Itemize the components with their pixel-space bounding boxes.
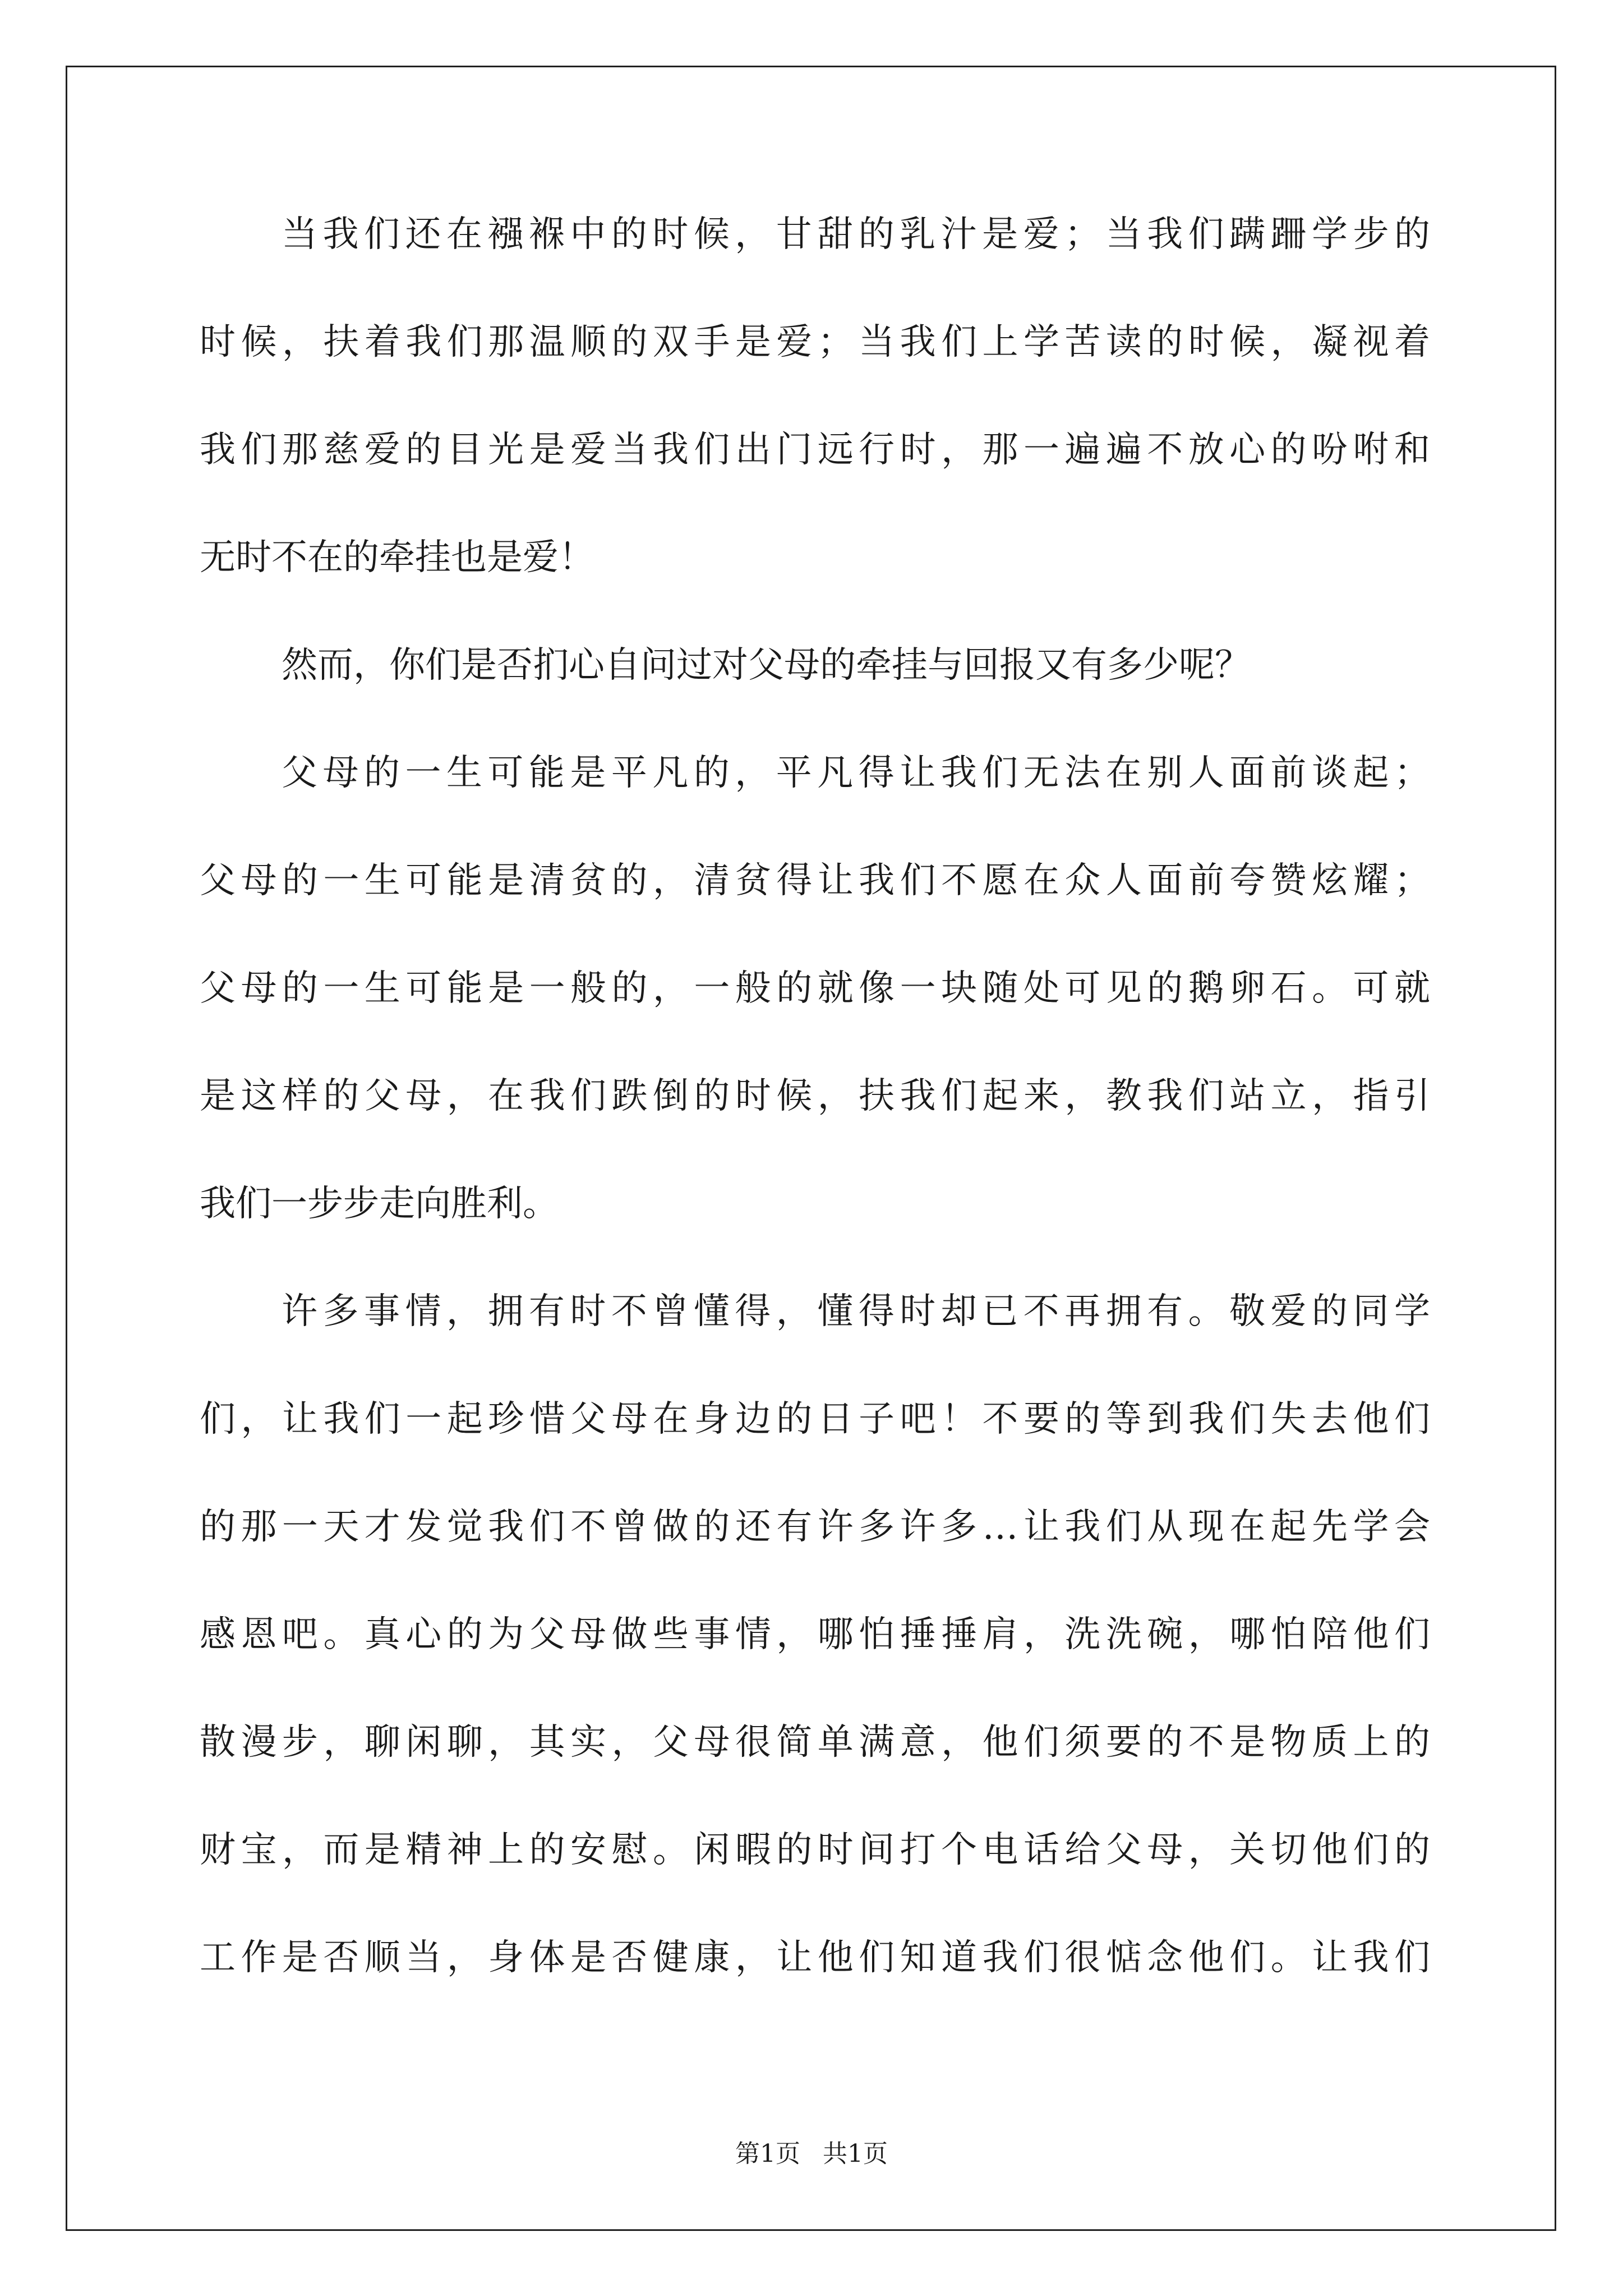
paragraph-3-line-4: 是这样的父母，在我们跌倒的时候，扶我们起来，教我们站立，指引 <box>200 1075 1430 1117</box>
paragraph-3-line-5: 我们一步步走向胜利。 <box>200 1183 559 1225</box>
page-total: 共1页 <box>823 2139 888 2168</box>
page-number: 第1页 <box>735 2139 800 2168</box>
paragraph-1-line-3: 我们那慈爱的目光是爱当我们出门远行时，那一遍遍不放心的吩咐和 <box>200 429 1430 471</box>
paragraph-4-line-7: 工作是否顺当，身体是否健康，让他们知道我们很惦念他们。让我们 <box>200 1937 1430 1978</box>
paragraph-4-line-6: 财宝，而是精神上的安慰。闲暇的时间打个电话给父母，关切他们的 <box>200 1829 1430 1871</box>
paragraph-1-line-2: 时候，扶着我们那温顺的双手是爱；当我们上学苦读的时候，凝视着 <box>200 321 1430 363</box>
paragraph-4-line-1: 许多事情，拥有时不曾懂得，懂得时却已不再拥有。敬爱的同学 <box>282 1291 1430 1332</box>
paragraph-4-line-2: 们，让我们一起珍惜父母在身边的日子吧！不要的等到我们失去他们 <box>200 1398 1430 1440</box>
paragraph-3-line-3: 父母的一生可能是一般的，一般的就像一块随处可见的鹅卵石。可就 <box>200 968 1430 1009</box>
paragraph-3-line-1: 父母的一生可能是平凡的，平凡得让我们无法在别人面前谈起； <box>282 752 1430 794</box>
document-body <box>200 208 1430 2039</box>
paragraph-4-line-5: 散漫步，聊闲聊，其实，父母很简单满意，他们须要的不是物质上的 <box>200 1722 1430 1763</box>
paragraph-4-line-3: 的那一天才发觉我们不曾做的还有许多许多…让我们从现在起先学会 <box>200 1506 1430 1548</box>
paragraph-2-line-1: 然而，你们是否扪心自问过对父母的牵挂与回报又有多少呢？ <box>282 645 1251 686</box>
paragraph-3-line-2: 父母的一生可能是清贫的，清贫得让我们不愿在众人面前夸赞炫耀； <box>200 860 1430 901</box>
paragraph-4-line-4: 感恩吧。真心的为父母做些事情，哪怕捶捶肩，洗洗碗，哪怕陪他们 <box>200 1614 1430 1655</box>
page-footer <box>0 2138 1623 2170</box>
paragraph-1-line-4: 无时不在的牵挂也是爱！ <box>200 537 594 578</box>
paragraph-1-line-1: 当我们还在襁褓中的时候，甘甜的乳汁是爱；当我们蹒跚学步的 <box>282 214 1430 255</box>
